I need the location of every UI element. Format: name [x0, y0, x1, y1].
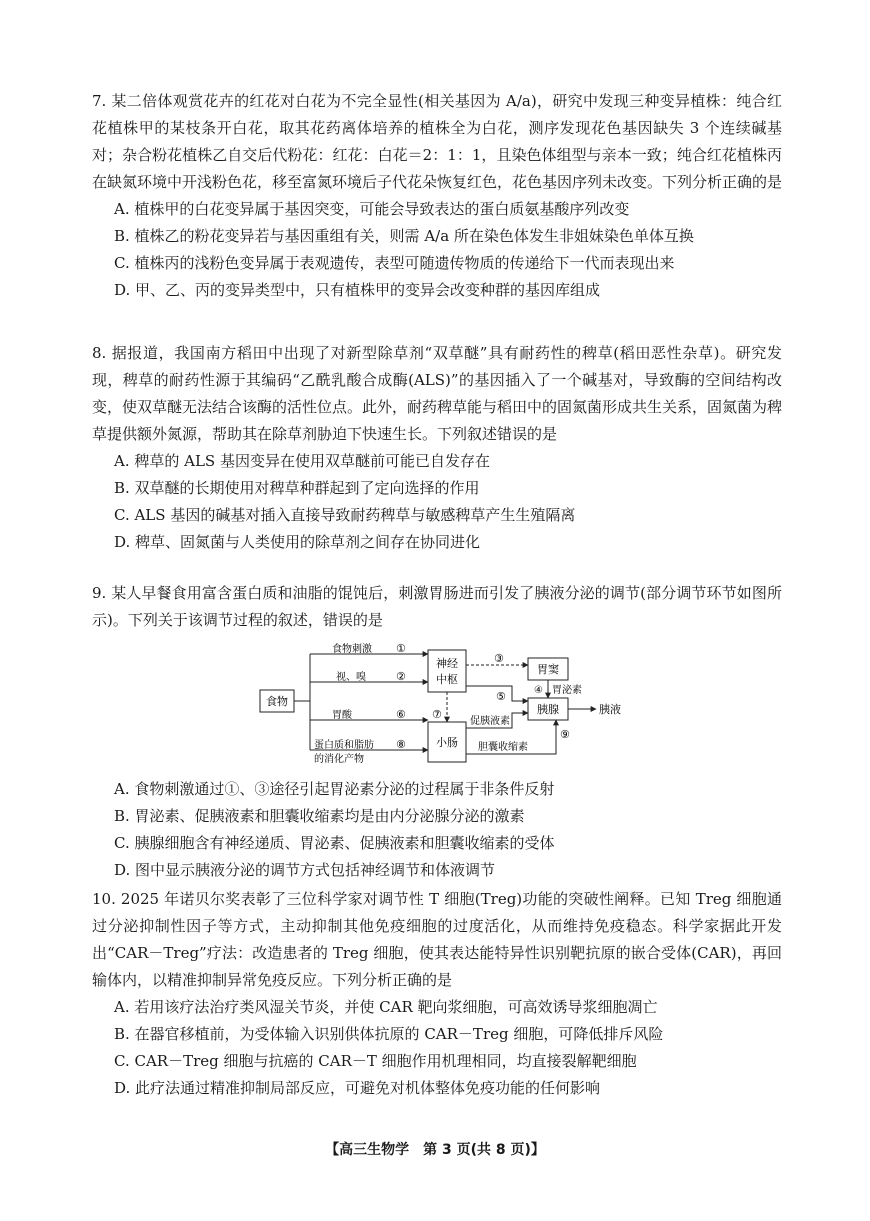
- question-9-option-c: C. 胰腺细胞含有神经递质、胃泌素、促胰液素和胆囊收缩素的受体: [114, 834, 555, 852]
- question-7: [92, 88, 782, 304]
- number-7: ⑦: [432, 708, 442, 721]
- cck-label: 胆囊收缩素: [478, 742, 528, 753]
- stomach-label: 胃窦: [537, 663, 559, 676]
- question-7-option-c: C. 植株丙的浅粉色变异属于表观遗传，表型可随遗传物质的传递给下一代而表现出来: [114, 254, 675, 272]
- question-7-option-d: D. 甲、乙、丙的变异类型中，只有植株甲的变异会改变种群的基因库组成: [114, 281, 601, 299]
- question-10-option-a: A. 若用该疗法治疗类风湿关节炎，并使 CAR 靶向浆细胞，可高效诱导浆细胞凋亡: [114, 998, 658, 1016]
- question-8-option-c: C. ALS 基因的碱基对插入直接导致耐药稗草与敏感稗草产生生殖隔离: [114, 506, 576, 524]
- number-1: ①: [396, 642, 406, 655]
- question-7-option-a: A. 植株甲的白花变异属于基因突变，可能会导致表达的蛋白质氨基酸序列改变: [114, 200, 630, 218]
- pancreatic-juice-label: 胰液: [599, 703, 621, 716]
- page-footer: 【高三生物学 第 3 页(共 8 页)】: [325, 1142, 545, 1158]
- question-10-stem: 10. 2025 年诺贝尔奖表彰了三位科学家对调节性 T 细胞(Treg)功能的突破性阐释。已知 Treg 细胞通过分泌抑制性因子等方式，主动抑制其他免疫细胞的过度活化，从而维持免疫稳态。科学家据此开发出“CAR－Treg”疗法：改造患者的 Treg 细胞，使其表达能特异性识别靶抗原的嵌合受体(CAR)，再回输体内，以精准抑制异常免疫反应。下列分析正确的是: [92, 890, 782, 989]
- question-8-stem: 8. 据报道，我国南方稻田中出现了对新型除草剂“双草醚”具有耐药性的稗草(稻田恶性杂草)。研究发现，稗草的耐药性源于其编码“乙酰乳酸合成酶(ALS)”的基因插入了一个碱基对，导致酶的空间结构改变，使双草醚无法结合该酶的活性位点。此外，耐药稗草能与稻田中的固氮菌形成共生关系，固氮菌为稗草提供额外氮源，帮助其在除草剂胁迫下快速生长。下列叙述错误的是: [92, 344, 783, 443]
- regulation-diagram: [250, 638, 650, 773]
- nerve-center-label-line1: 神经: [436, 657, 458, 670]
- number-4: ④: [534, 685, 543, 696]
- number-8: ⑧: [396, 738, 406, 751]
- question-9: [92, 580, 782, 634]
- nerve-center-label-line2: 中枢: [436, 673, 458, 686]
- food-label: 食物: [266, 695, 288, 708]
- question-10-option-d: D. 此疗法通过精准抑制局部反应，可避免对机体整体免疫功能的任何影响: [114, 1079, 601, 1097]
- question-8: [92, 340, 782, 556]
- sight-smell-label: 视、嗅: [336, 672, 366, 683]
- question-9-option-b: B. 胃泌素、促胰液素和胆囊收缩素均是由内分泌腺分泌的激素: [114, 807, 525, 825]
- number-2: ②: [396, 670, 406, 683]
- question-8-option-b: B. 双草醚的长期使用对稗草种群起到了定向选择的作用: [114, 479, 480, 497]
- question-10: [92, 886, 782, 1102]
- digest-label-line2: 的消化产物: [314, 754, 364, 765]
- question-7-option-b: B. 植株乙的粉花变异若与基因重组有关，则需 A/a 所在染色体发生非姐妹染色单体互换: [114, 227, 694, 245]
- question-7-stem: 7. 某二倍体观赏花卉的红花对白花为不完全显性(相关基因为 A/a)，研究中发现三种变异植株：纯合红花植株甲的某枝条开白花，取其花药离体培养的植株全为白花，测序发现花色基因缺失 3 个连续碱基对；杂合粉花植株乙自交后代粉花：红花：白花＝2：1：1，且染色体组型与亲本一致；纯合红花植株丙在缺氮环境中开浅粉色花，移至富氮环境后子代花朵恢复红色，花色基因序列未改变。下列分析正确的是: [92, 92, 783, 191]
- number-5: ⑤: [496, 690, 506, 703]
- gastric-acid-label: 胃酸: [332, 710, 352, 721]
- question-10-option-c: C. CAR－Treg 细胞与抗癌的 CAR－T 细胞作用机理相同，均直接裂解靶细胞: [114, 1052, 637, 1070]
- digest-label-line1: 蛋白质和脂肪: [314, 740, 374, 751]
- question-9-options: [92, 776, 782, 884]
- small-intestine-label: 小肠: [436, 736, 458, 749]
- number-3: ③: [494, 652, 504, 665]
- secretin-label: 促胰液素: [470, 716, 510, 727]
- number-9: ⑨: [560, 728, 570, 741]
- question-10-option-b: B. 在器官移植前，为受体输入识别供体抗原的 CAR－Treg 细胞，可降低排斥风险: [114, 1025, 664, 1043]
- pancreas-label: 胰腺: [537, 703, 559, 716]
- gastrin-label: 胃泌素: [552, 685, 582, 696]
- stimulus-label: 食物刺激: [332, 644, 372, 655]
- question-9-option-d: D. 图中显示胰液分泌的调节方式包括神经调节和体液调节: [114, 861, 496, 879]
- question-8-option-d: D. 稗草、固氮菌与人类使用的除草剂之间存在协同进化: [114, 533, 481, 551]
- number-6: ⑥: [396, 708, 406, 721]
- question-9-stem: 9. 某人早餐食用富含蛋白质和油脂的馄饨后，刺激胃肠进而引发了胰液分泌的调节(部分调节环节如图所示)。下列关于该调节过程的叙述，错误的是: [92, 584, 782, 629]
- question-9-option-a: A. 食物刺激通过①、③途径引起胃泌素分泌的过程属于非条件反射: [114, 780, 555, 798]
- question-8-option-a: A. 稗草的 ALS 基因变异在使用双草醚前可能已自发存在: [114, 452, 490, 470]
